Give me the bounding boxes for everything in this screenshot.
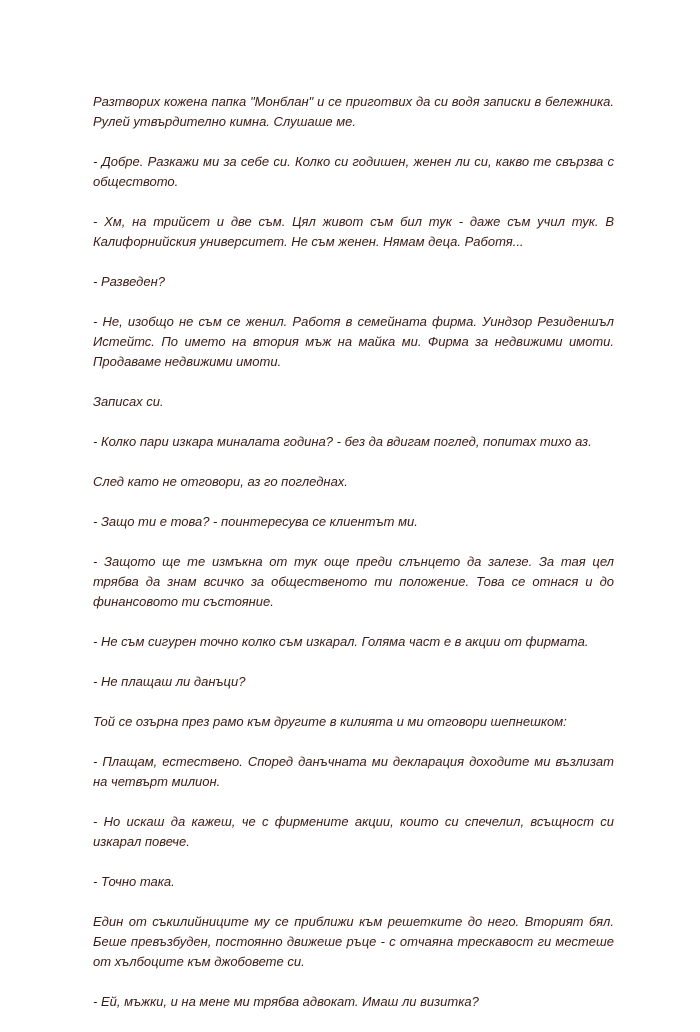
paragraph: Разтворих кожена папка "Монблан" и се приготвих да си водя записки в бележника. Рулей утвърдително кимна. Слушаше ме.: [93, 94, 614, 129]
paragraph: - Не съм сигурен точно колко съм изкарал. Голяма част е в акции от фирмата.: [93, 634, 589, 649]
paragraph: - Но искаш да кажеш, че с фирмените акции, които си спечелил, всъщност си изкарал повече.: [93, 814, 614, 849]
paragraph: - Не плащаш ли данъци?: [93, 674, 246, 689]
paragraph: - Не, изобщо не съм се женил. Работя в семейната фирма. Уиндзор Резиденшъл Истейтс. По името на втория мъж на майка ми. Фирма за недвижими имоти. Продаваме недвижими имоти.: [93, 314, 614, 369]
document-body: [93, 92, 614, 1032]
paragraph: Записах си.: [93, 394, 164, 409]
paragraph: Той се озърна през рамо към другите в килията и ми отговори шепнешком:: [93, 714, 567, 729]
paragraph: - Защо ти е това? - поинтересува се клиентът ми.: [93, 514, 418, 529]
paragraph: - Плащам, естествено. Според данъчната ми декларация доходите ми възлизат на четвърт милион.: [93, 754, 614, 789]
paragraph: - Точно така.: [93, 874, 175, 889]
paragraph: - Колко пари изкара миналата година? - без да вдигам поглед, попитах тихо аз.: [93, 434, 592, 449]
paragraph: - Разведен?: [93, 274, 165, 289]
paragraph: Един от съкилийниците му се приближи към решетките до него. Вторият бял. Беше превъзбуден, постоянно движеше ръце - с отчаяна трескавост ги местеше от хълбоците към джобовете си.: [93, 914, 614, 969]
paragraph: След като не отговори, аз го погледнах.: [93, 474, 348, 489]
paragraph: - Ей, мъжки, и на мене ми трябва адвокат. Имаш ли визитка?: [93, 994, 479, 1009]
paragraph: - Хм, на трийсет и две съм. Цял живот съм бил тук - даже съм учил тук. В Калифорнийския университет. Не съм женен. Нямам деца. Работя...: [93, 214, 614, 249]
paragraph: - Добре. Разкажи ми за себе си. Колко си годишен, женен ли си, какво те свързва с обществото.: [93, 154, 614, 189]
paragraph: - Защото ще те измъкна от тук още преди слънцето да залезе. За тая цел трябва да знам всичко за общественото ти положение. Това се отнася и до финансовото ти състояние.: [93, 554, 614, 609]
